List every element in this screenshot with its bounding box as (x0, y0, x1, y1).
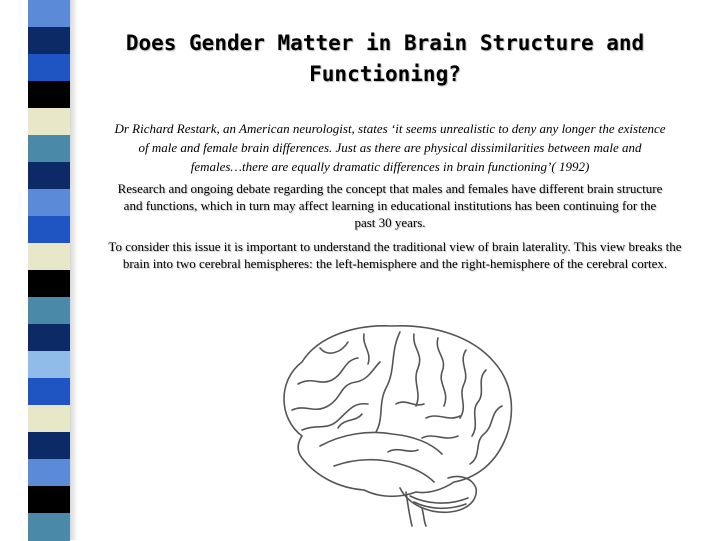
sidebar-stripe (28, 162, 70, 190)
sidebar-stripe (28, 108, 70, 136)
sidebar-stripe (28, 378, 70, 406)
sidebar-stripe (28, 351, 70, 379)
research-paragraph: Research and ongoing debate regarding the concept that males and females have different brain structure and functions, which in turn may affect learning in educational institutions has been continuing for the past 30 years. (117, 181, 663, 230)
sidebar-stripe (28, 189, 70, 217)
sidebar-stripe (28, 432, 70, 460)
sidebar-stripe (28, 243, 70, 271)
brain-illustration-icon (272, 318, 518, 528)
slide-title: Does Gender Matter in Brain Structure and Functioning? (125, 31, 645, 86)
sidebar-stripe (28, 513, 70, 541)
sidebar-stripe (28, 270, 70, 298)
sidebar-stripe (28, 0, 70, 28)
sidebar-stripe (28, 81, 70, 109)
sidebar-shadow-edge (70, 0, 78, 540)
sidebar-stripe (28, 459, 70, 487)
sidebar-stripe (28, 324, 70, 352)
decorative-stripe-sidebar (0, 0, 84, 540)
sidebar-stripe (28, 405, 70, 433)
sidebar-stripe (28, 135, 70, 163)
restark-quote: Dr Richard Restark, an American neurologist, states ‘it seems unrealistic to deny any longer the existence of male and female brain differences. Just as there are physical dissimilarities between male and females…there are equally dramatic differences in brain functioning’( 1992) (114, 121, 666, 174)
sidebar-stripe (28, 54, 70, 82)
laterality-paragraph: To consider this issue it is important to understand the traditional view of brain laterality. This view breaks the brain into two cerebral hemispheres: the left-hemisphere and the right-hemisphere of the cerebral cortex. (108, 239, 682, 271)
sidebar-stripe (28, 486, 70, 514)
sidebar-stripe (28, 297, 70, 325)
sidebar-stripe (28, 216, 70, 244)
sidebar-stripe (28, 27, 70, 55)
